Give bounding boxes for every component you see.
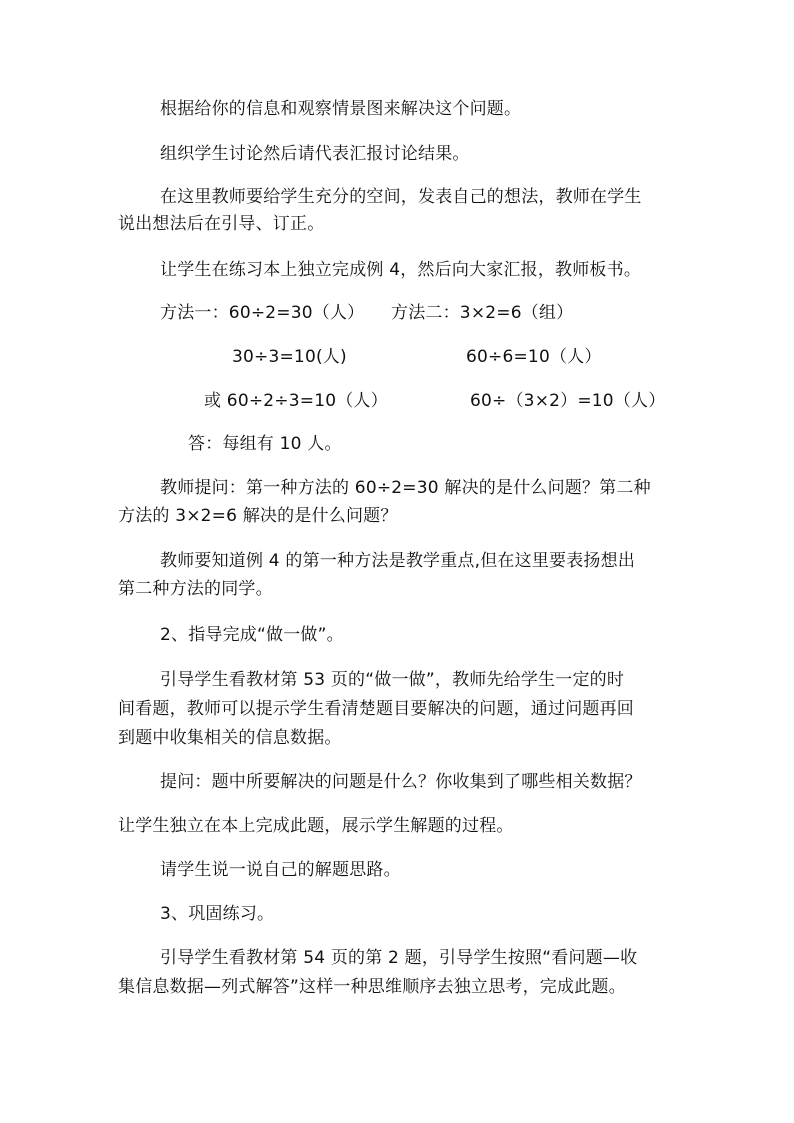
paragraph-line: 教师要知道例 4 的第一种方法是教学重点,但在这里要表扬想出 [160, 551, 636, 571]
answer-line: 答：每组有 10 人。 [188, 434, 342, 454]
method-one-line-2: 30÷3=10(人) [232, 347, 347, 367]
paragraph-line: 根据给你的信息和观察情景图来解决这个问题。 [160, 99, 522, 119]
paragraph-line: 引导学生看教材第 54 页的第 2 题，引导学生按照“看问题—收 [160, 948, 638, 968]
paragraph-line: 在这里教师要给学生充分的空间，发表自己的想法，教师在学生 [160, 187, 642, 207]
method-two-line-2: 60÷6=10（人） [466, 347, 602, 367]
method-one-line-1: 方法一：60÷2=30（人） [160, 303, 365, 323]
method-two-line-3: 60÷（3×2）=10（人） [470, 391, 666, 411]
paragraph-line: 引导学生看教材第 53 页的“做一做”，教师先给学生一定的时 [160, 670, 625, 690]
paragraph-line: 提问：题中所要解决的问题是什么？你收集到了哪些相关数据？ [160, 772, 642, 792]
paragraph-line: 间看题，教师可以提示学生看清楚题目要解决的问题，通过问题再回 [118, 699, 634, 719]
paragraph-line: 第二种方法的同学。 [118, 579, 273, 599]
paragraph-line: 方法的 3×2=6 解决的是什么问题？ [118, 506, 398, 526]
paragraph-line: 让学生在练习本上独立完成例 4，然后向大家汇报，教师板书。 [160, 260, 642, 280]
paragraph-line: 教师提问：第一种方法的 60÷2=30 解决的是什么问题？第二种 [160, 478, 651, 498]
method-one-line-3: 或 60÷2÷3=10（人） [204, 391, 388, 411]
paragraph-line: 说出想法后在引导、订正。 [118, 214, 325, 234]
paragraph-line: 集信息数据—列式解答”这样一种思维顺序去独立思考，完成此题。 [118, 977, 626, 997]
paragraph-line: 到题中收集相关的信息数据。 [118, 728, 342, 748]
paragraph-line: 组织学生讨论然后请代表汇报讨论结果。 [160, 144, 470, 164]
paragraph-line: 让学生独立在本上完成此题，展示学生解题的过程。 [118, 816, 514, 836]
method-two-line-1: 方法二：3×2=6（组） [391, 303, 574, 323]
section-heading: 3、巩固练习。 [160, 904, 275, 924]
paragraph-line: 请学生说一说自己的解题思路。 [160, 860, 401, 880]
section-heading: 2、指导完成“做一做”。 [160, 625, 344, 645]
